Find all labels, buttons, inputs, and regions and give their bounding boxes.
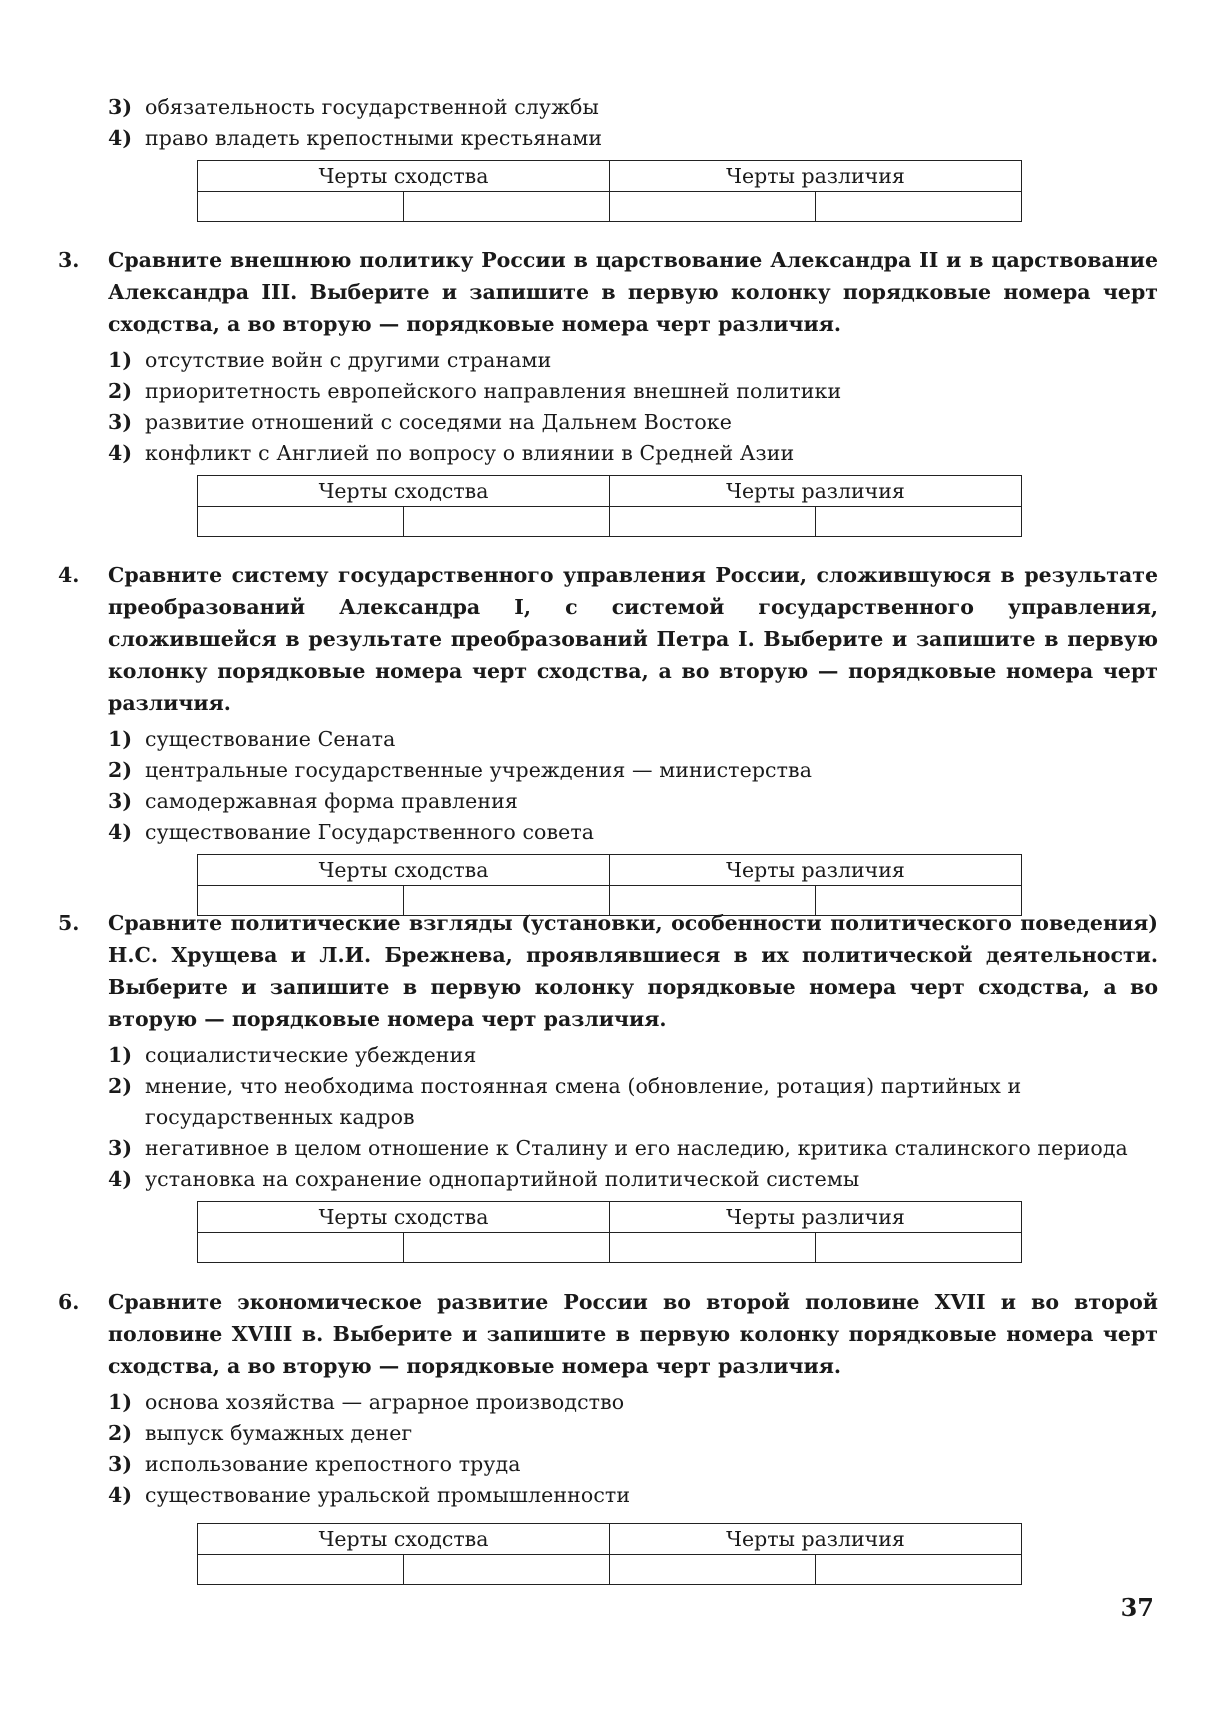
- header-similar: Черты сходства: [198, 476, 610, 507]
- item-number: 3): [108, 1452, 133, 1476]
- item-text: приоритетность европейского направления внешней политики: [145, 379, 842, 403]
- options-list: [108, 1387, 1158, 1511]
- item-number: 2): [108, 758, 133, 782]
- item-number: 2): [108, 1074, 133, 1098]
- item-text: отсутствие войн с другими странами: [145, 348, 552, 372]
- item-text: выпуск бумажных денег: [145, 1421, 413, 1445]
- options-list: [108, 1040, 1158, 1195]
- answer-cell-different-2[interactable]: [816, 1233, 1022, 1263]
- list-item: [108, 1164, 1158, 1195]
- answer-cell-similar-2[interactable]: [404, 507, 610, 537]
- task-prompt: Сравните экономическое развитие России во второй половине XVII и во второй половине XVIII в. Выберите и запишите в первую колонку порядковые номера черт сходства, а во вторую — порядковые номера черт различия.: [108, 1290, 1158, 1378]
- item-number: 4): [108, 820, 133, 844]
- page-number: 37: [1120, 1593, 1154, 1622]
- item-text: центральные государственные учреждения — министерства: [145, 758, 813, 782]
- item-number: 3): [108, 1136, 133, 1160]
- item-text: основа хозяйства — аграрное производство: [145, 1390, 625, 1414]
- list-item: [108, 123, 1158, 154]
- item-number: 3): [108, 789, 133, 813]
- answer-cell-similar-2[interactable]: [404, 1555, 610, 1585]
- item-text: развитие отношений с соседями на Дальнем Востоке: [145, 410, 732, 434]
- task-number: 5.: [58, 911, 80, 935]
- item-number: 3): [108, 410, 133, 434]
- answer-cell-different-1[interactable]: [610, 1233, 816, 1263]
- task-2-continuation: [108, 92, 1158, 222]
- answer-cell-different-2[interactable]: [816, 192, 1022, 222]
- header-different: Черты различия: [610, 855, 1022, 886]
- task-number: 6.: [58, 1290, 80, 1314]
- task-4: [58, 559, 1158, 916]
- header-similar: Черты сходства: [198, 1202, 610, 1233]
- item-text: обязательность государственной службы: [145, 95, 599, 119]
- list-item: [108, 92, 1158, 123]
- answer-cell-different-2[interactable]: [816, 507, 1022, 537]
- answer-table-task-2: [197, 160, 1022, 222]
- header-different: Черты различия: [610, 161, 1022, 192]
- item-text: самодержавная форма правления: [145, 789, 518, 813]
- options-list: [108, 345, 1158, 469]
- answer-cell-different-1[interactable]: [610, 1555, 816, 1585]
- answer-cell-similar-1[interactable]: [198, 507, 404, 537]
- task-prompt: Сравните политические взгляды (установки, особенности политического поведения) Н.С. Хрущева и Л.И. Брежнева, проявлявшиеся в их политической деятельности. Выберите и запишите в первую колонку порядковые номера черт сходства, а во вторую — порядковые номера черт различия.: [108, 911, 1158, 1031]
- item-text: существование Государственного совета: [145, 820, 595, 844]
- item-text: установка на сохранение однопартийной политической системы: [145, 1167, 860, 1191]
- list-item: [108, 1418, 1158, 1449]
- item-text: право владеть крепостными крестьянами: [145, 126, 603, 150]
- item-number: 4): [108, 126, 133, 150]
- list-item: [108, 376, 1158, 407]
- options-list: [108, 724, 1158, 848]
- answer-cell-similar-1[interactable]: [198, 1555, 404, 1585]
- item-number: 2): [108, 1421, 133, 1445]
- task-6: [58, 1286, 1158, 1585]
- list-item: [108, 1449, 1158, 1480]
- answer-cell-different-2[interactable]: [816, 1555, 1022, 1585]
- header-different: Черты различия: [610, 476, 1022, 507]
- task-prompt: Сравните систему государственного управления России, сложившуюся в результате преобразований Александра I, с системой государственного управления, сложившейся в результате преобразований Петра I. Выберите и запишите в первую колонку порядковые номера черт сходства, а во вторую — порядковые номера черт различия.: [108, 563, 1158, 715]
- task-5: [58, 907, 1158, 1263]
- list-item: [108, 724, 1158, 755]
- list-item: [108, 817, 1158, 848]
- item-number: 4): [108, 1167, 133, 1191]
- item-text: мнение, что необходима постоянная смена (обновление, ротация) партийных и государственных кадров: [145, 1074, 1022, 1129]
- answer-table-task-3: [197, 475, 1022, 537]
- list-item: [108, 1071, 1158, 1133]
- item-number: 1): [108, 727, 133, 751]
- item-text: негативное в целом отношение к Сталину и его наследию, критика сталинского периода: [145, 1136, 1128, 1160]
- item-number: 1): [108, 348, 133, 372]
- item-number: 1): [108, 1390, 133, 1414]
- item-number: 3): [108, 95, 133, 119]
- item-text: социалистические убеждения: [145, 1043, 477, 1067]
- item-text: существование уральской промышленности: [145, 1483, 631, 1507]
- list-item: [108, 345, 1158, 376]
- answer-cell-similar-1[interactable]: [198, 192, 404, 222]
- item-text: существование Сената: [145, 727, 396, 751]
- header-similar: Черты сходства: [198, 855, 610, 886]
- answer-cell-similar-1[interactable]: [198, 1233, 404, 1263]
- item-number: 2): [108, 379, 133, 403]
- item-number: 4): [108, 1483, 133, 1507]
- task-prompt: Сравните внешнюю политику России в царствование Александра II и в царствование Александра III. Выберите и запишите в первую колонку порядковые номера черт сходства, а во вторую — порядковые номера черт различия.: [108, 248, 1158, 336]
- header-similar: Черты сходства: [198, 161, 610, 192]
- answer-table-task-5: [197, 1201, 1022, 1263]
- item-number: 4): [108, 441, 133, 465]
- answer-cell-similar-2[interactable]: [404, 1233, 610, 1263]
- item-text: конфликт с Англией по вопросу о влиянии в Средней Азии: [145, 441, 795, 465]
- answer-table-task-6: [197, 1523, 1022, 1585]
- header-different: Черты различия: [610, 1524, 1022, 1555]
- list-item: [108, 1387, 1158, 1418]
- task-number: 3.: [58, 248, 80, 272]
- item-number: 1): [108, 1043, 133, 1067]
- item-text: использование крепостного труда: [145, 1452, 521, 1476]
- task-3: [58, 244, 1158, 537]
- header-different: Черты различия: [610, 1202, 1022, 1233]
- list-item: [108, 755, 1158, 786]
- answer-cell-different-1[interactable]: [610, 192, 816, 222]
- task-number: 4.: [58, 563, 80, 587]
- header-similar: Черты сходства: [198, 1524, 610, 1555]
- list-item: [108, 1480, 1158, 1511]
- list-item: [108, 1040, 1158, 1071]
- answer-cell-different-1[interactable]: [610, 507, 816, 537]
- list-item: [108, 1133, 1158, 1164]
- list-item: [108, 786, 1158, 817]
- answer-cell-similar-2[interactable]: [404, 192, 610, 222]
- list-item: [108, 438, 1158, 469]
- list-item: [108, 407, 1158, 438]
